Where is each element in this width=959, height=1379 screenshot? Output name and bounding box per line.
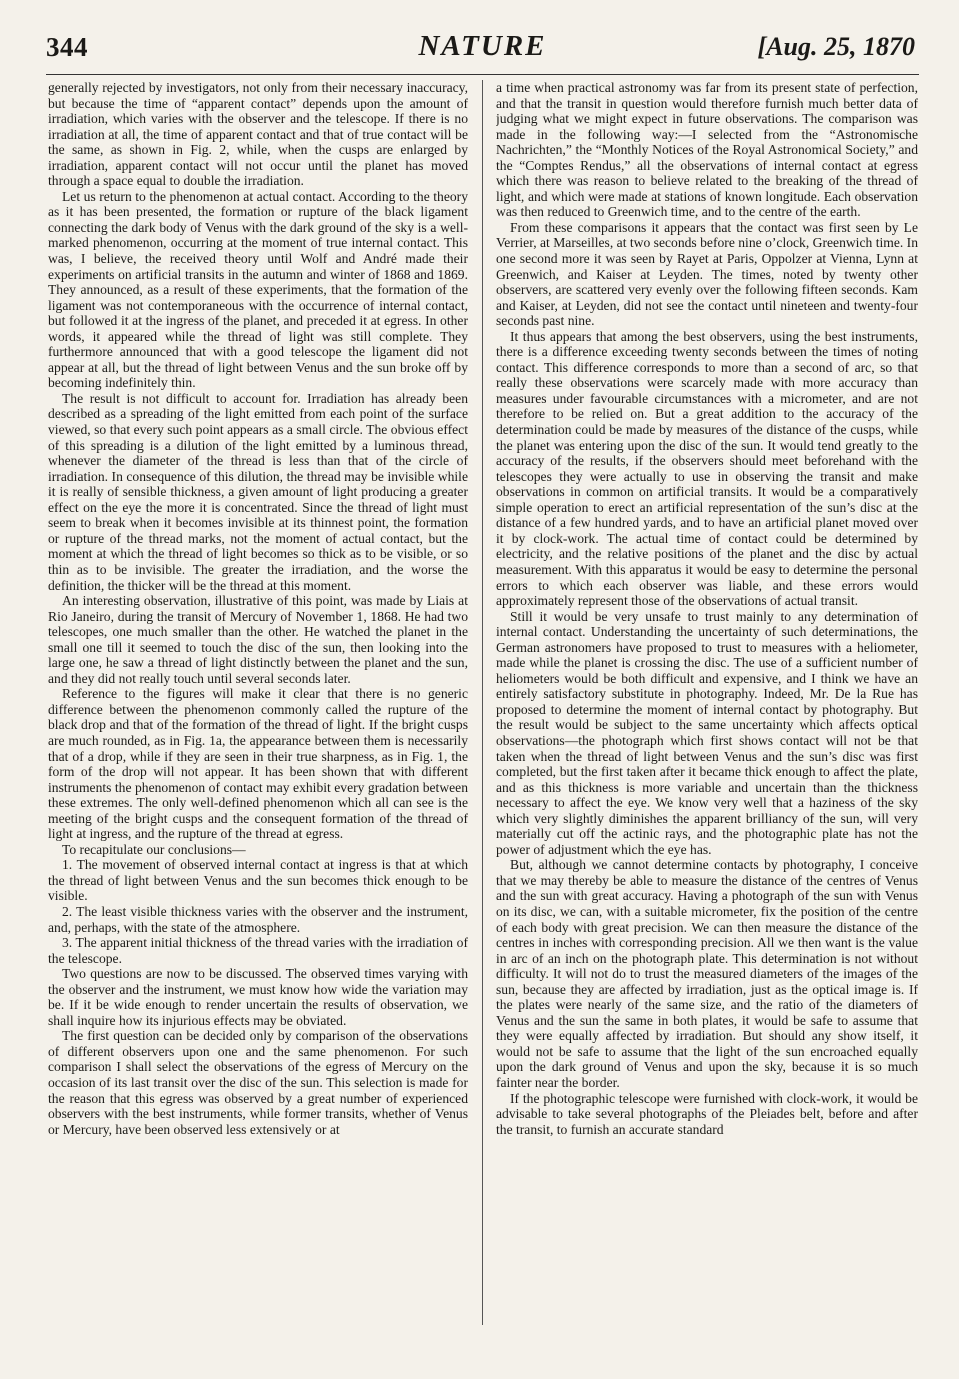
paragraph: Still it would be very unsafe to trust mainly to any determination of internal contact. Understanding the uncertainty of such determinations, the German astronomers have proposed to trust to measures with a heliometer, made while the planet is crossing the disc. The use of a sufficient number of heliometers would be both difficult and expensive, and I think we have an entirely satisfactory substitute in photography. Indeed, Mr. De la Rue has proposed to determine the moment of internal contact by photography. But the result would be subject to the same uncertainty which affects optical observations—the photograph which first shows contact will not be that taken when the thread of light between Venus and the sun’s disc was first completed, but the first taken after it became thick enough to affect the plate, and as this thickness is more variable and uncertain than the thickness necessary to affect the eye. We know very well that a haziness of the sky which very slightly diminishes the apparent brilliancy of the sun, will very materially cut off the actinic rays, and the photographic plate has not the power of adjustment which the eye has.	[496, 608, 918, 857]
paragraph: 3. The apparent initial thickness of the thread varies with the irradiation of the telescope.	[48, 935, 468, 966]
paragraph: From these comparisons it appears that the contact was first seen by Le Verrier, at Marseilles, at two seconds before nine o’clock, Greenwich time. In one second more it was seen by Rayet at Paris, Oppolzer at Vienna, Lynn at Greenwich, and Kaiser at Leyden. The times, noted by twenty other observers, are scattered very evenly over the following fifteen seconds. Kam and Kaiser, at Leyden, did not see the contact until nineteen and twenty-four seconds past nine.	[496, 219, 918, 329]
paragraph: But, although we cannot determine contacts by photography, I conceive that we may thereby be able to measure the distance of the centres of Venus and the sun with great accuracy. Having a photograph of the sun with Venus on its disc, we can, with a suitable micrometer, fix the position of the centre of each body with great precision. We can then measure the distance of the centres in inches with corresponding precision. All we then want is the value in arc of an inch on the photograph plate. This determination is not without difficulty. It will not do to trust the measured diameters of the images of the sun, because they are affected by irradiation, just as the optical image is. If the plates were nearly of the same size, and the ratio of the diameters of Venus and the sun the same in both plates, it would be safe to assume that they were equally affected by irradiation. But should any show itself, it would not be safe to assume that the light of the sun encroached equally upon the dark ground of Venus and upon the sky, because it is so much fainter near the border.	[496, 857, 918, 1090]
page-header	[46, 28, 919, 75]
paragraph: It thus appears that among the best observers, using the best instruments, there is a difference exceeding twenty seconds between the times of noting contact. This difference corresponds to more than a second of arc, so that really these observations were scarcely made with more accuracy than measures under favourable circumstances with a micrometer, and are not therefore to be relied on. But a great addition to the accuracy of the determination could be made by measures of the distance of the cusps, while the planet was entering upon the disc of the sun. It would tend greatly to the accuracy of the results, if the observers should meet beforehand with the telescopes they were actually to use in observing the transit and make observations in common on artificial transits. It would be a comparatively simple operation to erect an artificial representation of the sun’s disc at the distance of a few hundred yards, and to have an artificial planet moved over it by clock-work. The actual time of contact could be determined by electricity, and the relative positions of the planet and the disc by actual measurement. With this apparatus it would be easy to determine the personal errors to which each observer was liable, and these errors would approximately represent those of the observations of actual transit.	[496, 328, 918, 609]
paragraph: If the photographic telescope were furnished with clock-work, it would be advisable to take several photographs of the Pleiades belt, before and after the transit, to furnish an accurate standard	[496, 1090, 918, 1137]
left-column	[48, 80, 468, 1325]
right-column	[496, 80, 918, 1325]
paragraph: 2. The least visible thickness varies with the observer and the instrument, and, perhaps, with the state of the atmosphere.	[48, 903, 468, 935]
paragraph: a time when practical astronomy was far from its present state of perfection, and that the transit in question would therefore furnish much better data of judging what we might expect in future observations. The comparison was made in the following way:—I selected from the “Astronomische Nachrichten,” the “Monthly Notices of the Royal Astronomical Society,” and the “Comptes Rendus,” all the observations of internal contact at egress which there was reason to believe related to the breaking of the thread of light, and which were made at stations of known longitude. Each observation was then reduced to Greenwich time, and to the centre of the earth.	[496, 80, 918, 220]
issue-date: [Aug. 25, 1870	[757, 32, 915, 61]
paragraph: An interesting observation, illustrative of this point, was made by Liais at Rio Janeiro, during the transit of Mercury of November 1, 1868. He had two telescopes, one much smaller than the other. He watched the planet in the small one till it seemed to touch the disc of the sun, then looking into the large one, he saw a thread of light distinctly between the planet and the sun, and they did not really touch until several seconds later.	[48, 593, 468, 686]
article-body	[46, 80, 919, 1325]
paragraph: 1. The movement of observed internal contact at ingress is that at which the thread of light between Venus and the sun becomes thick enough to be visible.	[48, 857, 468, 904]
paragraph: To recapitulate our conclusions—	[62, 841, 246, 857]
paragraph: Let us return to the phenomenon at actual contact. According to the theory as it has been presented, the formation or rupture of the black ligament connecting the dark body of Venus with the dark ground of the sky is a well-marked phenomenon, occurring at the moment of true internal contact. This was, I believe, the received theory until Wolf and André made their experiments on artificial transits in the autumn and winter of 1868 and 1869. They announced, as a result of these experiments, that the formation of the ligament was not contemporaneous with the occurrence of internal contact, but followed it at the ingress of the planet, and preceded it at egress. In other words, it appeared while the thread of light was still complete. They furthermore announced that with a good telescope the ligament did not appear at all, but the thread of light between Venus and the sun broke off by becoming indefinitely thin.	[48, 188, 468, 391]
paragraph: Reference to the figures will make it clear that there is no generic difference between the phenomenon commonly called the rupture of the black drop and that of the formation of the thread of light. If the bright cusps are much rounded, as in Fig. 1a, the appearance between them is necessarily that of a drop, while if they are seen in their true sharpness, as in Fig. 1, the form of the drop will not appear. It has been shown that with different instruments the phenomenon of contact may exhibit every gradation between these extremes. The only well-defined phenomenon which all can see is the meeting of the bright cusps and the consequent formation of the thread of light at ingress, and the rupture of the thread at egress.	[48, 686, 468, 842]
journal-title: NATURE	[418, 30, 547, 62]
paragraph: Two questions are now to be discussed. The observed times varying with the observer and the instrument, we must know how wide the variation may be. If it be wide enough to render uncertain the results of observation, we shall inquire how its injurious effects may be obviated.	[48, 966, 468, 1028]
paragraph: The first question can be decided only by comparison of the observations of different observers upon one and the same phenomenon. For such comparison I shall select the observations of the egress of Mercury on the occasion of its last transit over the disc of the sun. This selection is made for the reason that this egress was observed by a great number of experienced observers with the best instruments, while former transits, whether of Venus or Mercury, have been observed less extensively or at	[48, 1028, 468, 1137]
paragraph: generally rejected by investigators, not only from their necessary inaccuracy, but because the time of “apparent contact” depends upon the amount of irradiation, which varies with the observer and the telescope. If there is no irradiation at all, the time of apparent contact and that of true contact will be the same, as shown in Fig. 2, while, when the cusps are enlarged by irradiation, apparent contact will not occur until the planet has moved through a space equal to double the irradiation.	[48, 80, 468, 189]
paragraph: The result is not difficult to account for. Irradiation has already been described as a spreading of the light emitted from each point of the surface viewed, so that every such point appears as a small circle. The obvious effect of this spreading is a dilution of the light emitted by a luminous thread, whenever the diameter of the thread is less than that of the circle of irradiation. In consequence of this dilution, the thread may be invisible while it is really of sensible thickness, a given amount of light producing a greater effect on the eye the more it is concentrated. Since the thread of light must seem to break when it becomes invisible at its thinnest point, the formation or rupture of the thread marks, not the moment of actual contact, but the moment at which the thread of light becomes so thick as to be visible, or so thin as to be invisible. The greater the irradiation, and the worse the definition, the thicker will be the thread at this moment.	[48, 390, 468, 593]
column-divider	[482, 80, 483, 1325]
page-number: 344	[46, 32, 88, 62]
